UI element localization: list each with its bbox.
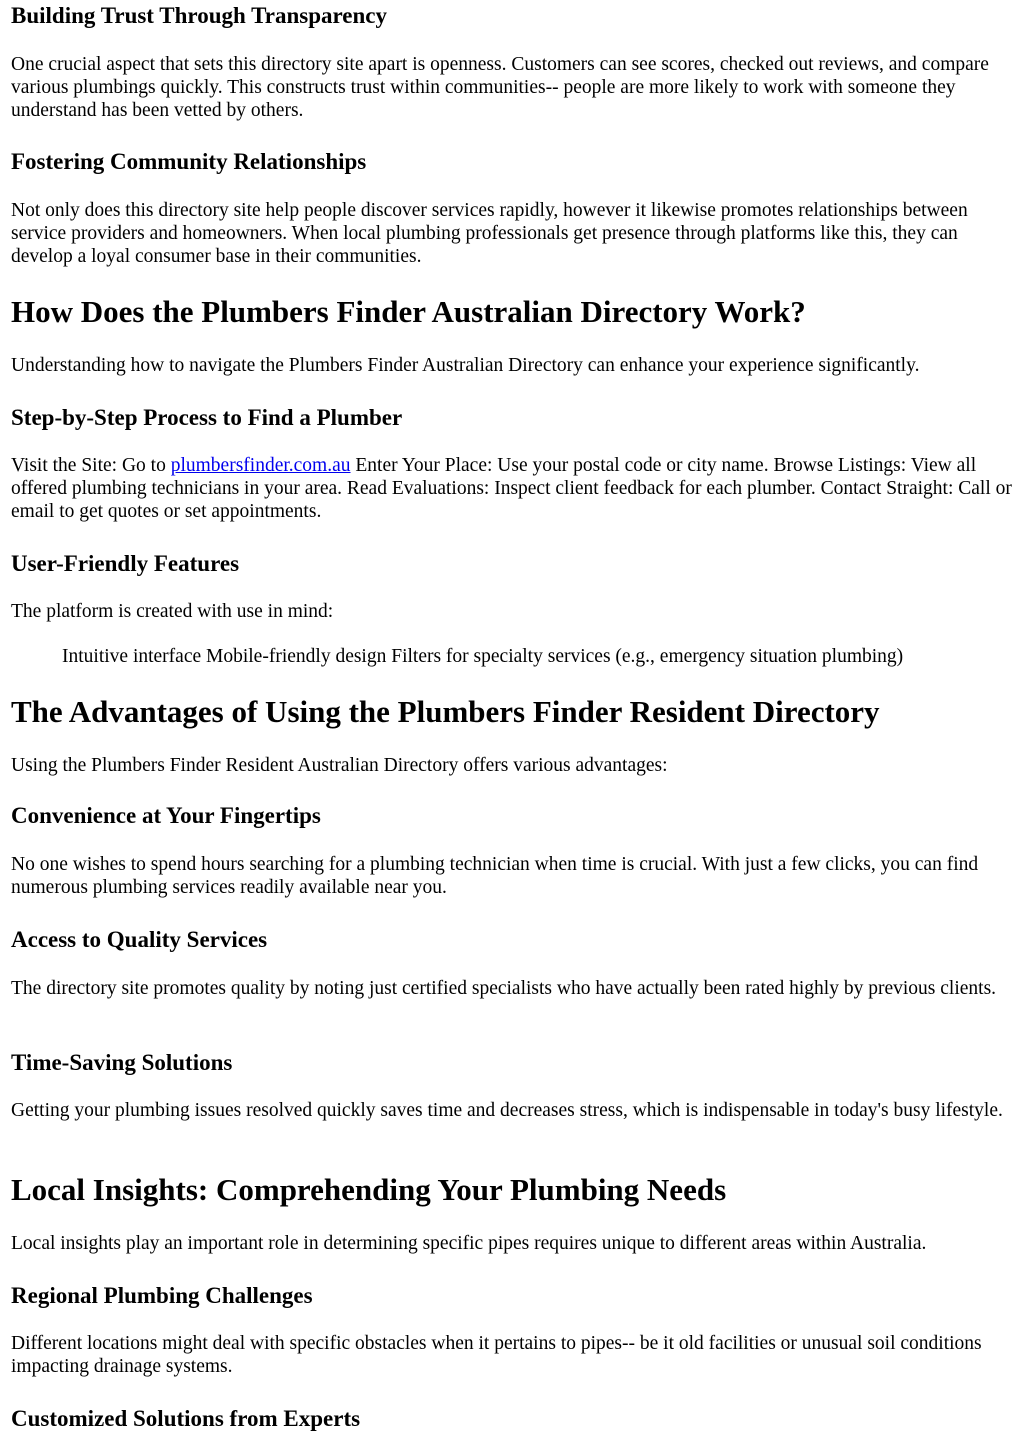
plumbersfinder-link[interactable]: plumbersfinder.com.au	[170, 455, 351, 476]
paragraph-building-trust: One crucial aspect that sets this directory site apart is openness. Customers can see scores, checked out reviews, and compare various plumbings quickly. This constructs trust within communities-- people are more likely to work with someone they understand has been vetted by others.	[11, 54, 989, 121]
paragraph-user-friendly-features: The platform is created with use in mind:	[11, 601, 334, 622]
features-list: Intuitive interface Mobile-friendly design Filters for specialty services (e.g., emergency situation plumbing)	[62, 646, 904, 667]
paragraph-local-insights: Local insights play an important role in determining specific pipes requires unique to different areas within Australia.	[11, 1233, 927, 1254]
heading-customized-solutions: Customized Solutions from Experts	[11, 1406, 361, 1431]
heading-regional-challenges: Regional Plumbing Challenges	[11, 1283, 313, 1308]
heading-step-by-step: Step-by-Step Process to Find a Plumber	[11, 405, 403, 430]
heading-building-trust: Building Trust Through Transparency	[11, 3, 388, 28]
paragraph-fostering-community: Not only does this directory site help people discover services rapidly, however it likewise promotes relationships between service providers and homeowners. When local plumbing professionals get presence through platforms like this, they can develop a loyal consumer base in their communities.	[11, 200, 968, 267]
heading-user-friendly-features: User-Friendly Features	[11, 551, 240, 576]
heading-access-quality: Access to Quality Services	[11, 927, 268, 952]
paragraph-how-directory-works: Understanding how to navigate the Plumbers Finder Australian Directory can enhance your experience significantly.	[11, 355, 920, 376]
paragraph-advantages: Using the Plumbers Finder Resident Australian Directory offers various advantages:	[11, 755, 668, 776]
heading-local-insights: Local Insights: Comprehending Your Plumbing Needs	[11, 1172, 727, 1207]
steps-text-prefix: Visit the Site: Go to	[11, 455, 171, 476]
paragraph-regional-challenges: Different locations might deal with specific obstacles when it pertains to pipes-- be it old facilities or unusual soil conditions impacting drainage systems.	[11, 1333, 982, 1377]
heading-advantages: The Advantages of Using the Plumbers Finder Resident Directory	[11, 694, 880, 729]
paragraph-access-quality: The directory site promotes quality by noting just certified specialists who have actually been rated highly by previous clients.	[11, 978, 997, 999]
heading-convenience: Convenience at Your Fingertips	[11, 803, 321, 828]
heading-how-directory-works: How Does the Plumbers Finder Australian Directory Work?	[11, 294, 806, 329]
steps-text-suffix: Enter Your Place: Use your postal code or city name. Browse Listings: View all offered plumbing technicians in your area. Read Evaluations: Inspect client feedback for each plumber. Contact Straight: Call or email to get quotes or set appointments.	[11, 455, 1012, 522]
paragraph-time-saving: Getting your plumbing issues resolved quickly saves time and decreases stress, which is indispensable in today's busy lifestyle.	[11, 1100, 1003, 1121]
paragraph-convenience: No one wishes to spend hours searching for a plumbing technician when time is crucial. With just a few clicks, you can find numerous plumbing services readily available near you.	[11, 854, 979, 898]
paragraph-step-by-step	[11, 454, 1016, 523]
heading-time-saving: Time-Saving Solutions	[11, 1050, 233, 1075]
heading-fostering-community: Fostering Community Relationships	[11, 149, 367, 174]
